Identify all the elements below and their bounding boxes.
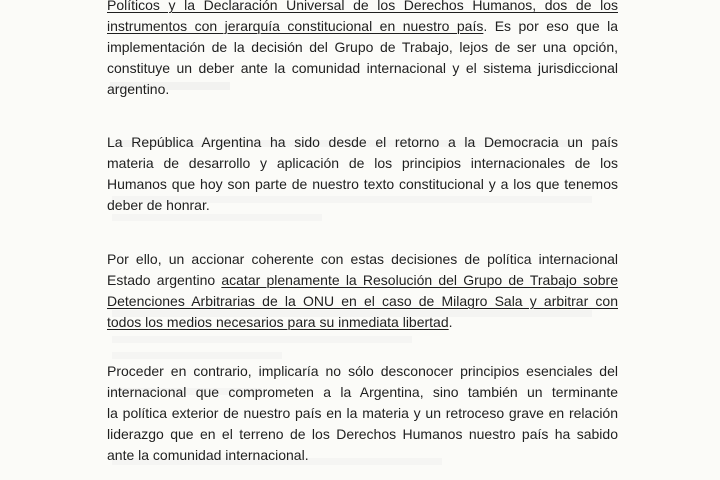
underlined-text: todos los medios necesarios para su inmediata libertad <box>107 314 449 330</box>
paragraph-line: liderazgo que en el terreno de los Derechos Humanos nuestro país ha sabido <box>107 426 618 442</box>
paragraph-3 <box>107 249 618 333</box>
underlined-text: acatar plenamente la Resolución del Grupo de Trabajo sobre <box>221 272 618 288</box>
paragraph-line: Por ello, un accionar coherente con estas decisiones de política internacional <box>107 251 618 267</box>
underlined-text: Políticos y la Declaración Universal de los Derechos Humanos, dos de los <box>107 0 618 13</box>
paragraph-line: Humanos que hoy son parte de nuestro texto constitucional y a los que tenemos <box>107 176 618 192</box>
paragraph-line <box>107 312 618 333</box>
paragraph-line: implementación de la decisión del Grupo de Trabajo, lejos de ser una opción, <box>107 39 618 55</box>
text-run: . Es por eso que la <box>483 18 618 34</box>
paragraph-line <box>107 291 618 312</box>
paragraph-line: La República Argentina ha sido desde el retorno a la Democracia un país <box>107 134 618 150</box>
bleed-through <box>112 352 282 359</box>
text-run: . <box>448 314 453 330</box>
paragraph-line: internacional que comprometen a la Argentina, sino también un terminante <box>107 384 618 400</box>
paragraph-line: deber de honrar. <box>107 197 210 213</box>
paragraph-line <box>107 270 618 291</box>
paragraph-line: materia de desarrollo y aplicación de los principios internacionales de los <box>107 155 618 171</box>
paragraph-4 <box>107 361 618 466</box>
text-run: Estado argentino <box>107 272 222 288</box>
underlined-text: Detenciones Arbitrarias de la ONU en el caso de Milagro Sala y arbitrar con <box>107 293 618 309</box>
paragraph-line: la política exterior de nuestro país en la materia y un retroceso grave en relación <box>107 405 618 421</box>
paragraph-line: constituye un deber ante la comunidad internacional y el sistema jurisdiccional <box>107 60 618 76</box>
underlined-text: instrumentos con jerarquía constitucional en nuestro país <box>107 18 484 34</box>
paragraph-1 <box>107 0 618 100</box>
paragraph-line <box>107 16 618 37</box>
bleed-through <box>112 336 412 343</box>
paragraph-line: Proceder en contrario, implicaría no sólo desconocer principios esenciales del <box>107 363 618 379</box>
paragraph-2 <box>107 132 618 216</box>
paragraph-line <box>107 0 618 16</box>
paragraph-line: ante la comunidad internacional. <box>107 447 309 463</box>
paragraph-line: argentino. <box>107 81 170 97</box>
